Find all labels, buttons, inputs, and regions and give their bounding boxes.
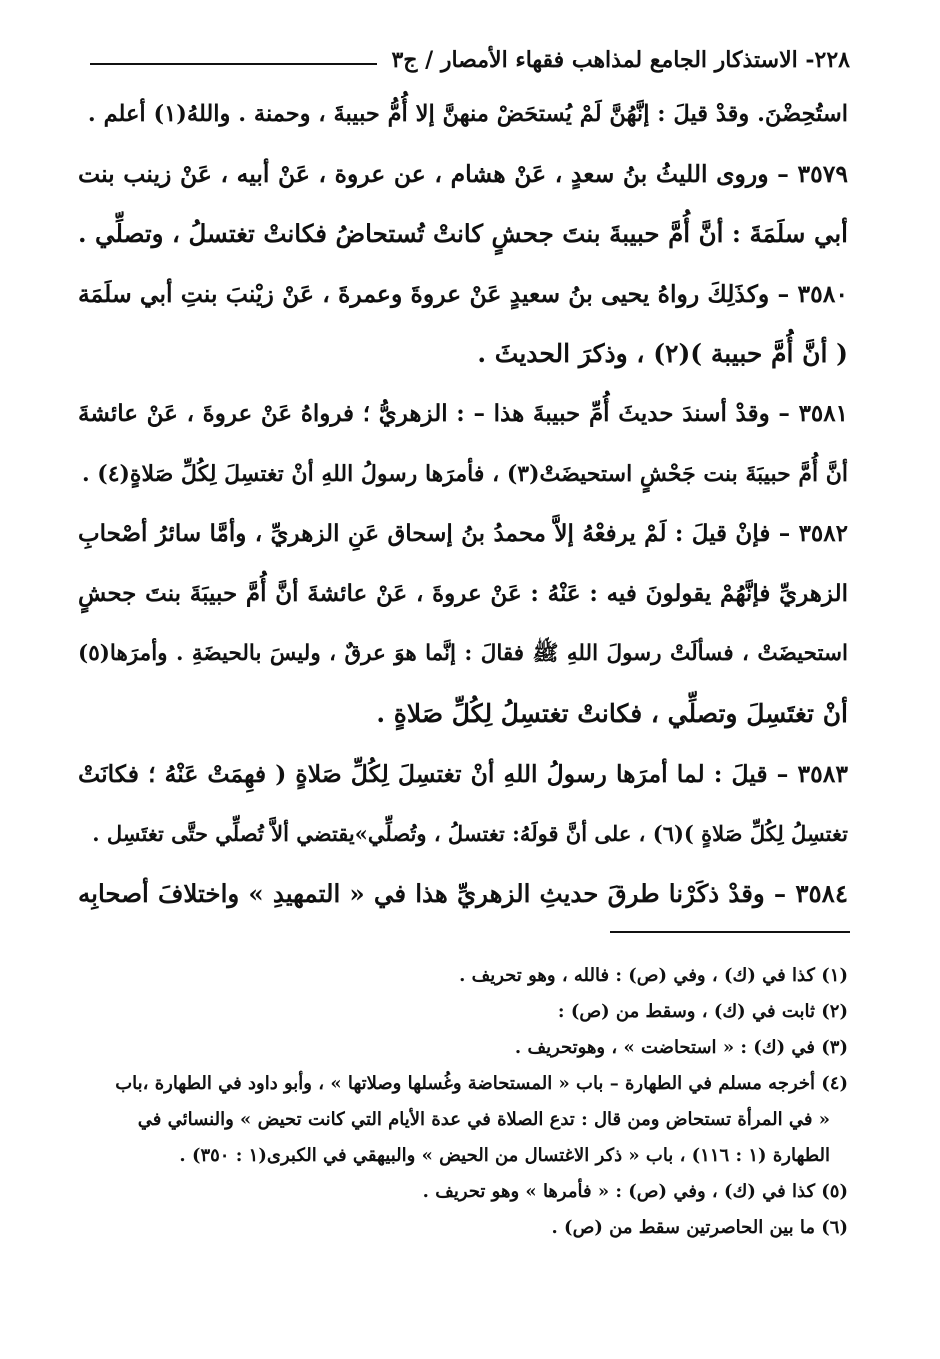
text-line: ٣٥٨٢ – فإنْ قيلَ : لَمْ يرفعْهُ إلاَّ محمدُ بنُ إسحاق عَنِ الزهريِّ ، وأمَّا سائرُ أصْحابِ [78, 520, 848, 547]
footnote: (٥) كذا في (ك) ، وفي (ص) : « فأمرها » وهو تحريف . [422, 1181, 848, 1202]
footnote-continuation: « في المرأة تستحاض ومن قال : تدع الصلاة في عدة الأيام التي كانت تحيض » والنسائي في [137, 1109, 830, 1130]
text-line: ٣٥٨٣ – قيلَ : لما أمرَها رسولُ اللهِ أنْ تغتسِلَ لِكُلِّ صَلاةٍ ( فهِمَتْ عَنْهُ ؛ فكانَتْ [78, 760, 848, 788]
text-line: ٣٥٨٠ – وكذَلِكَ رواهُ يحيى بنُ سعيدٍ عَنْ عروةَ وعمرةَ ، عَنْ زيْنبَ بنتِ أبي سلَمَة [78, 280, 848, 308]
text-line: أنْ تغتَسِلَ وتصلِّي ، فكانتْ تغتسِلُ لِكُلِّ صَلاةٍ . [376, 699, 848, 728]
text-line: ( أنَّ أُمَّ حبيبة )(٢) ، وذكرَ الحديثَ . [477, 339, 848, 368]
header-rule [90, 63, 377, 65]
text-line: تغتسِلُ لِكُلِّ صَلاةٍ )(٦) ، على أنَّ قولَهُ: تغتسلُ ، وتُصلِّي»يقتضي ألاَّ تُصلِّي حتَّى تغتَسِل . [92, 821, 848, 846]
text-line: ٣٥٧٩ – وروى الليثُ بنُ سعدٍ ، عَنْ هشام ، عن عروة ، عَنْ أبيه ، عَنْ زينب بنت [78, 160, 848, 188]
text-line: أبي سلَمَةَ : أنَّ أُمَّ حبيبةَ بنتَ جحشٍ كانتْ تُستحاضُ فكانتْ تغتسلُ ، وتصلِّي . [78, 219, 848, 248]
text-line: ٣٥٨١ – وقدْ أسندَ حديثَ أُمِّ حبيبةَ هذا – : الزهريُّ ؛ فرواهُ عَنْ عروةَ ، عَنْ عائشةَ [78, 400, 848, 427]
footnotes [78, 958, 848, 1246]
text-line: أنَّ أُمَّ حبيبَةَ بنت جَحْشٍ استحيضَتْ(٣) ، فأمرَها رسولُ اللهِ أنْ تغتسِلَ لِكُلِّ صَلاةٍ(٤) . [81, 461, 848, 487]
text-line: استُحِضْنَ. وقدْ قيلَ : إنَّهُنَّ لَمْ يُستحَضْ منهنَّ إلا أُمُّ حبيبةَ ، وحمنة . واللهُ(١) أعلم . [87, 101, 848, 127]
footnote-separator [610, 931, 850, 933]
page-header [90, 40, 850, 80]
footnote-continuation: الطهارة (١ : ١١٦) ، باب « ذكر الاغتسال من الحيض » والبيهقي في الكبرى(١ : ٣٥٠) . [179, 1145, 830, 1166]
main-text [78, 84, 848, 924]
running-title: ٢٢٨- الاستذكار الجامع لمذاهب فقهاء الأمصار / ج٣ [391, 47, 850, 73]
footnote: (١) كذا في (ك) ، وفي (ص) : فالله ، وهو تحريف . [459, 965, 848, 986]
footnote: (٤) أخرجه مسلم في الطهارة – باب « المستحاضة وغُسلها وصلاتها » ، وأبو داود في الطهارة ،باب [115, 1073, 848, 1094]
footnote: (٦) ما بين الحاصرتين سقط من (ص) . [551, 1217, 848, 1238]
text-line: استحيضَتْ ، فسألَتْ رسولَ اللهِ ﷺ فقالَ : إنَّما هوَ عرقٌ ، وليسَ بالحيضَةِ . وأمرَها(٥) [78, 641, 848, 666]
text-line: الزهريِّ فإنَّهُمْ يقولونَ فيه : عَنْهُ : عَنْ عروةَ ، عَنْ عائشةَ أنَّ أُمَّ حبيبَةَ بنتَ جحشٍ [78, 580, 848, 607]
text-line: ٣٥٨٤ – وقدْ ذكَرْنا طرقَ حديثِ الزهريِّ هذا في « التمهيدِ » واختلافَ أصحابِه [78, 879, 848, 908]
footnote: (٣) في (ك) : « استحاضت » ، وهوتحريف . [514, 1037, 848, 1058]
footnote: (٢) ثابت في (ك) ، وسقط من (ص) : [557, 1001, 848, 1022]
